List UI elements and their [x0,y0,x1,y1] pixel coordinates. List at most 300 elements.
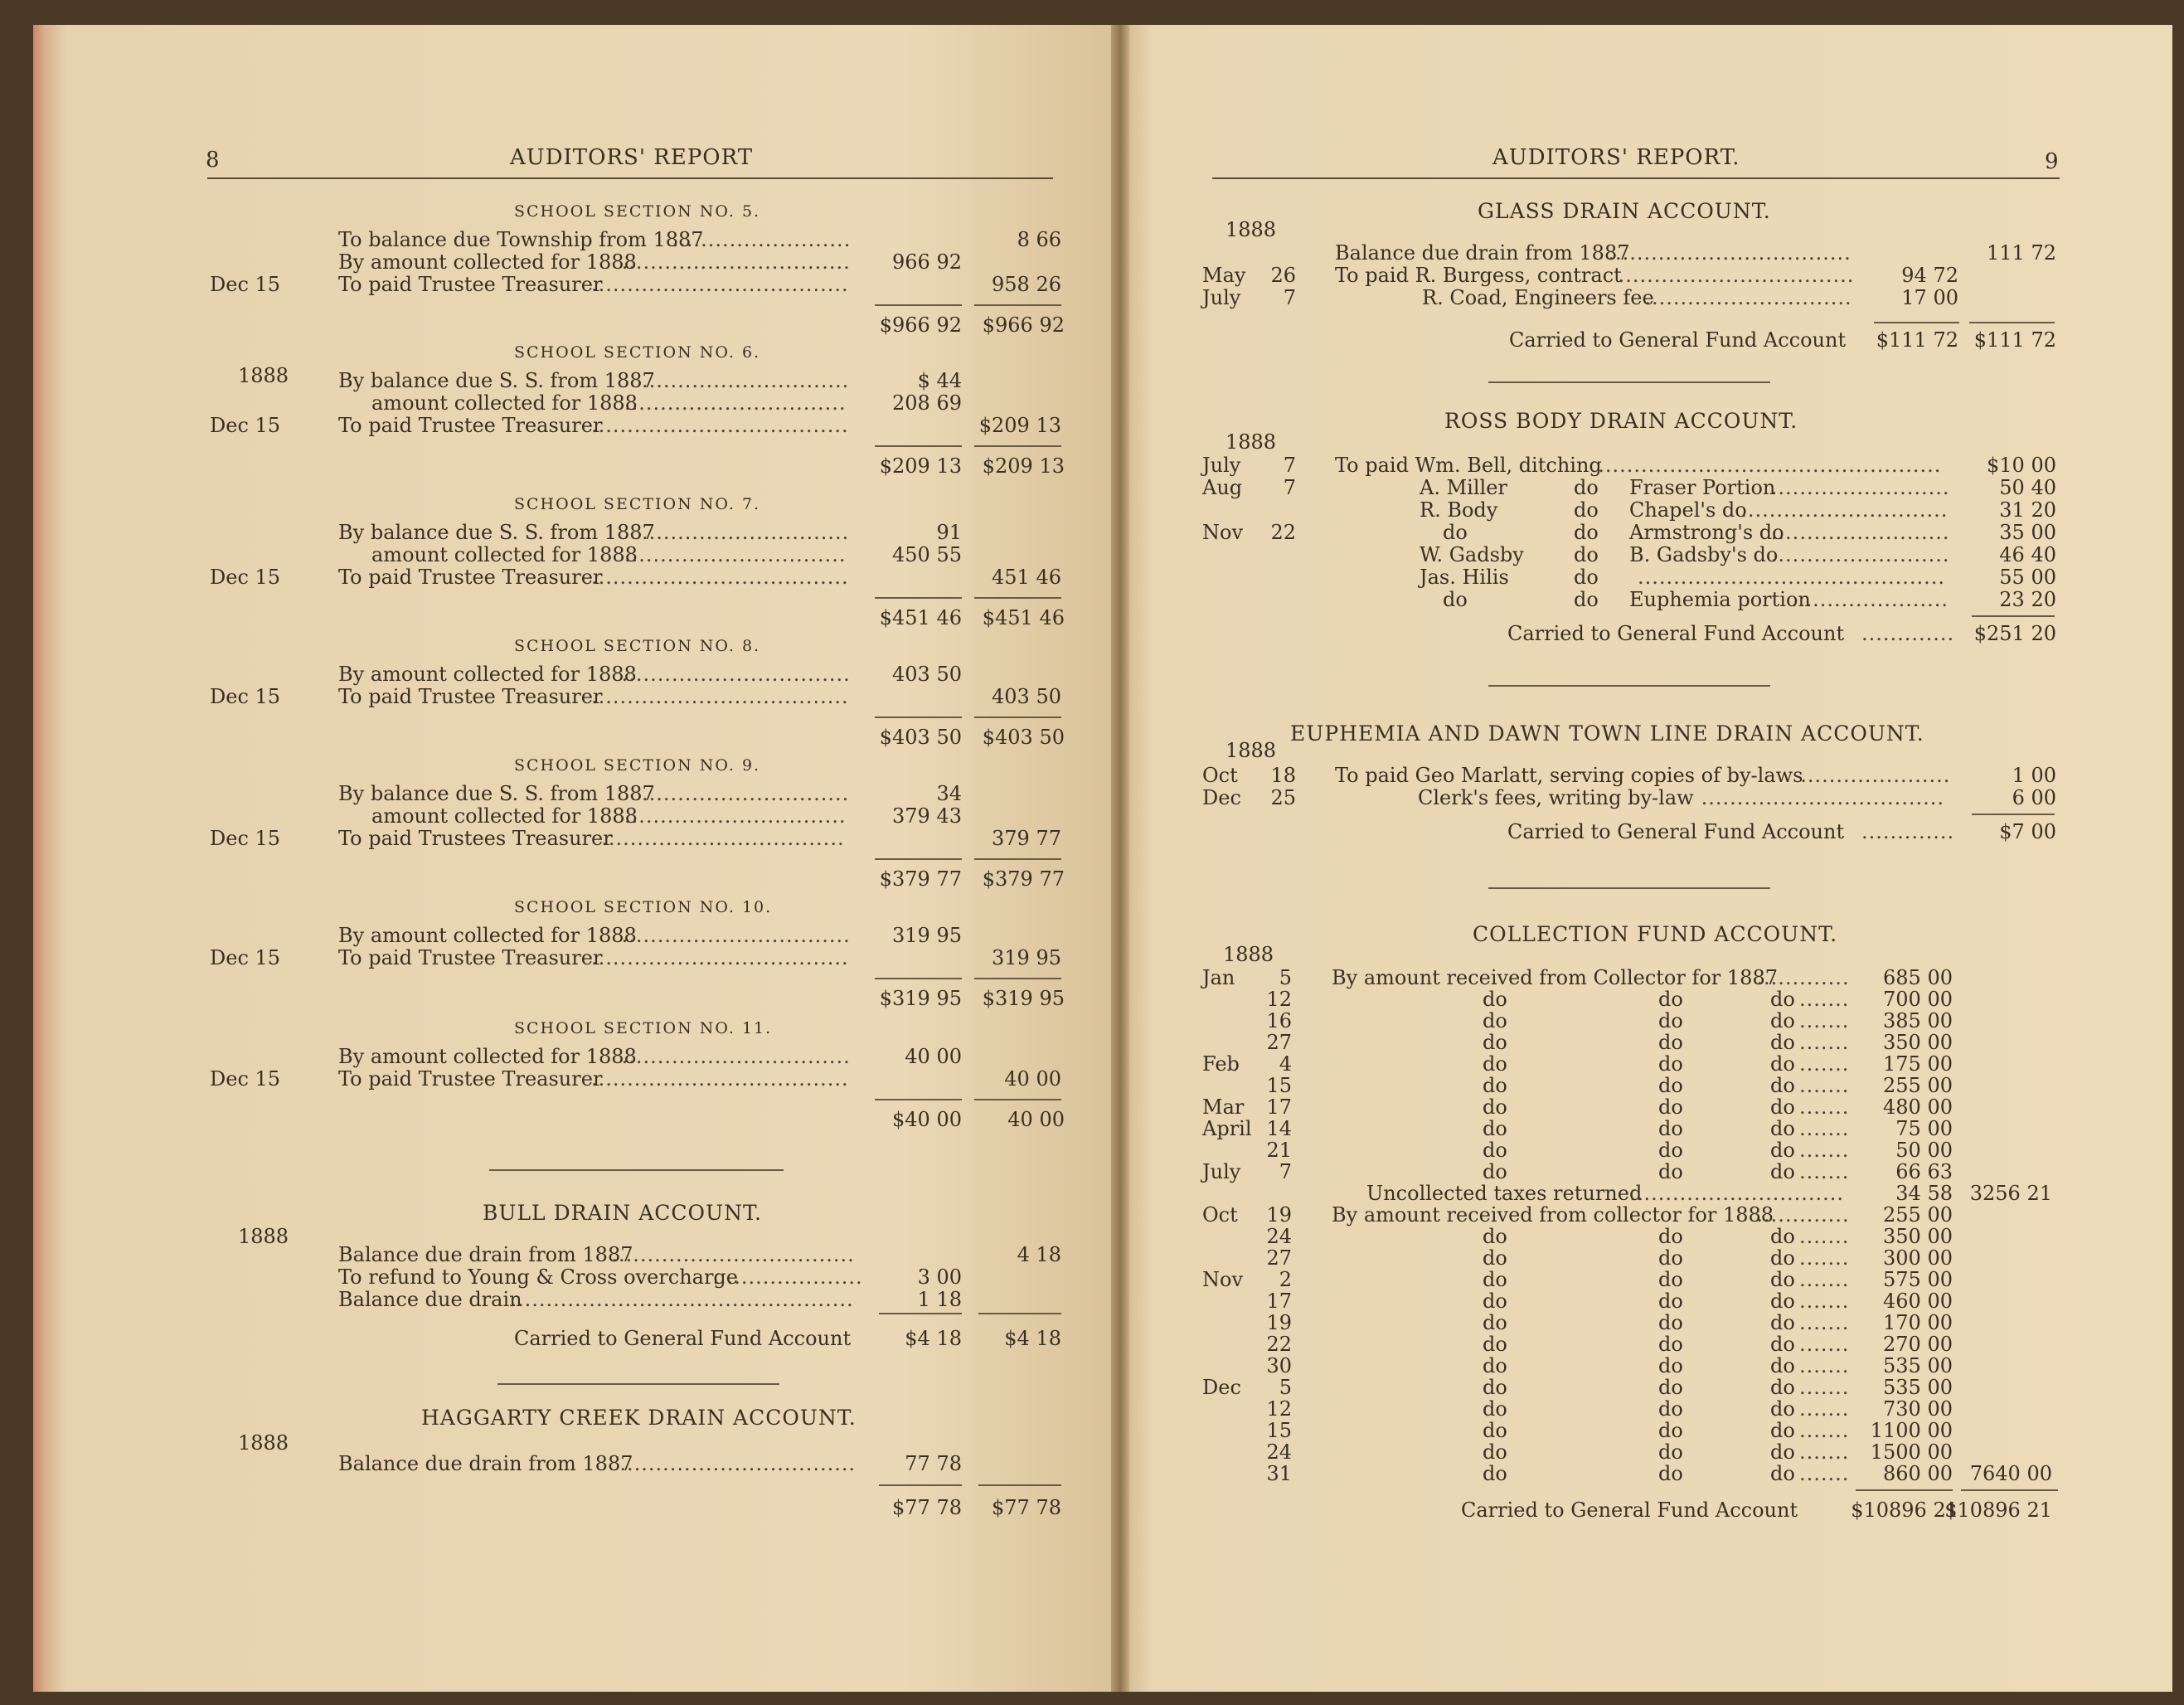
leader-dots: ............. [1756,1204,1850,1227]
right-header-rule [1212,177,2060,179]
leader-dots: .................................. [1701,787,1944,809]
collection-ditto: do [1770,1354,1795,1377]
collection-amount: 1500 00 [1870,1440,1953,1464]
glass-drain-year: 1888 [1225,218,1277,241]
collection-amount: 300 00 [1883,1246,1953,1270]
amount-col-1: 40 00 [905,1045,962,1068]
entry-day: 15 [1266,1074,1292,1097]
leader-dots: .................................... [591,274,849,296]
section-separator [1488,887,1770,889]
entry-month: April [1202,1117,1252,1140]
leader-dots: ......................... [672,229,852,251]
entry-month: July [1202,286,1241,309]
collection-amount: 66 63 [1895,1160,1953,1183]
collection-ditto: do [1483,1160,1507,1183]
collection-amount: 480 00 [1883,1095,1953,1119]
collection-ditto: do [1483,1268,1507,1291]
collection-amount: 685 00 [1883,966,1953,989]
ross-amount: 23 20 [1999,588,2056,611]
leader-dots: ............. [1861,623,1955,645]
subtotal-rule [875,1099,962,1100]
collection-ditto: do [1770,1095,1795,1119]
leader-dots: ....... [1799,989,1850,1011]
collection-ditto: do [1770,1397,1795,1421]
entry-description: By amount collected for 1888 [338,1045,637,1068]
subtotal-rule [875,597,962,599]
collection-ditto: do [1483,1354,1507,1377]
entry-description: By amount collected for 1888 [338,250,637,274]
euphemia-amount: 6 00 [2012,786,2056,809]
amount-col-1: 450 55 [892,543,962,566]
subtotal-rule [875,978,962,979]
bull-amount-col-1: 1 18 [917,1288,962,1311]
ross-portion: Fraser Portion [1629,476,1776,499]
entry-day: 7 [1283,286,1296,309]
entry-description: By amount collected for 1888 [338,663,637,686]
leader-dots: ....... [1799,1226,1850,1248]
collection-ditto: do [1483,1095,1507,1119]
collection-ditto: do [1658,1290,1683,1313]
entry-month: July [1202,454,1241,477]
glass-total-col-1: $111 72 [1876,328,1958,352]
collection-amount: 860 00 [1883,1462,1953,1485]
ross-amount: $10 00 [1987,454,2056,477]
amount-col-1: 91 [936,521,962,544]
collection-ditto: do [1483,1074,1507,1097]
collection-ditto: do [1658,1311,1683,1334]
subtotal-rule [1961,1489,2058,1491]
amount-col-1: 966 92 [892,250,962,274]
section-year: 1888 [238,364,289,387]
entry-day: 7 [1283,476,1296,499]
collection-ditto: do [1483,1031,1507,1054]
total-col-2: $451 46 [982,606,1065,629]
leader-dots: ............................... [624,544,847,566]
leader-dots: ............................... [624,805,847,828]
collection-amount: 535 00 [1883,1354,1953,1377]
collection-ditto: do [1770,1160,1795,1183]
haggarty-total-col-2: $77 78 [992,1496,1061,1519]
ross-amount: 35 00 [1999,521,2056,544]
amount-col-2: 403 50 [992,685,1061,708]
ross-total: $251 20 [1973,622,2056,645]
school-section-title: SCHOOL SECTION NO. 10. [514,898,773,916]
leader-dots: ......................... [1770,477,1950,499]
ross-drain-year: 1888 [1225,430,1277,454]
collection-entry-description: Uncollected taxes returned [1366,1182,1643,1205]
collection-ditto: do [1770,1052,1795,1076]
leader-dots: .................................. [611,1244,855,1266]
collection-ditto: do [1770,1311,1795,1334]
leader-dots: ....... [1799,1032,1850,1054]
bull-entry-description: To refund to Young & Cross overcharge [338,1265,738,1289]
leader-dots: ....... [1799,1053,1850,1076]
entry-month: Oct [1202,764,1238,787]
entry-day: 5 [1279,1376,1292,1399]
total-col-1: $319 95 [879,987,962,1010]
leader-dots: ................................................ [510,1289,854,1311]
collection-ditto: do [1770,1440,1795,1464]
entry-day: 22 [1266,1333,1292,1356]
collection-ditto: do [1483,1139,1507,1162]
entry-description: To paid Trustee Treasurer [338,566,603,589]
entry-day: 18 [1270,764,1296,787]
total-col-2: $209 13 [982,454,1065,478]
entry-day: 19 [1266,1203,1292,1227]
section-separator [1488,381,1770,383]
collection-ditto: do [1658,1074,1683,1097]
collection-amount: 255 00 [1883,1074,1953,1097]
subtotal-rule [974,978,1061,979]
haggarty-amount-col-1: 77 78 [905,1452,962,1475]
subtotal-rule [974,1099,1061,1100]
euphemia-entry-description: Clerk's fees, writing by-law [1418,786,1694,809]
leader-dots: ................................. [619,1453,857,1475]
ross-amount: 46 40 [1999,543,2056,566]
ross-drain-title: ROSS BODY DRAIN ACCOUNT. [1444,409,1798,433]
entry-month: Oct [1202,1203,1238,1227]
amount-col-1: 319 95 [892,924,962,947]
entry-month: Mar [1202,1095,1245,1119]
entry-day: 26 [1270,264,1296,287]
collection-fund-year: 1888 [1223,943,1274,966]
ross-amount: 55 00 [1999,566,2056,589]
book-gutter [1111,25,1129,1692]
ross-ditto: do [1574,498,1599,522]
collection-ditto: do [1770,1376,1795,1399]
entry-month: Nov [1202,1268,1244,1291]
leader-dots: ....... [1799,1161,1850,1183]
leader-dots: ....... [1799,1118,1850,1140]
entry-day: 2 [1279,1268,1292,1291]
leader-dots: ............................. [642,522,850,544]
leader-dots: ............................. [1740,499,1949,522]
collection-ditto: do [1658,1268,1683,1291]
collection-ditto: do [1483,1246,1507,1270]
entry-month: Aug [1202,476,1243,499]
right-page-number: 9 [2045,149,2060,174]
entry-date: Dec 15 [210,827,281,850]
collection-ditto: do [1658,1376,1683,1399]
leader-dots: ................................. [1618,265,1855,287]
collection-ditto: do [1658,1354,1683,1377]
collection-ditto: do [1770,1462,1795,1485]
entry-description: amount collected for 1888 [371,804,638,828]
glass-total-col-2: $111 72 [1973,328,2056,352]
ross-portion: B. Gadsby's do [1629,543,1779,566]
entry-day: 4 [1279,1052,1292,1076]
collection-ditto: do [1483,1117,1507,1140]
leader-dots: ....... [1799,1290,1850,1313]
entry-date: Dec 15 [210,566,281,589]
entry-day: 24 [1266,1225,1292,1248]
bull-entry-description: Balance due drain from 1887 [338,1243,633,1266]
collection-ditto: do [1658,1397,1683,1421]
amount-col-1: 379 43 [892,804,962,828]
amount-col-2: 319 95 [992,946,1061,969]
entry-month: Dec [1202,1376,1241,1399]
ross-amount: 31 20 [1999,498,2056,522]
leader-dots: ................................ [621,251,851,274]
ross-ditto: do [1574,566,1599,589]
ross-portion: Chapel's do [1629,498,1747,522]
leader-dots: .................................. [1608,242,1852,265]
collection-ditto: do [1483,1009,1507,1032]
leader-dots: ................................ [621,1046,851,1068]
entry-day: 22 [1270,521,1296,544]
total-col-2: $319 95 [982,987,1065,1010]
collection-amount: 350 00 [1883,1031,1953,1054]
ross-ditto: do [1574,588,1599,611]
entry-day: 7 [1279,1160,1292,1183]
entry-day: 7 [1283,454,1296,477]
collection-ditto: do [1770,1074,1795,1097]
bull-carried-label: Carried to General Fund Account [514,1327,852,1350]
collection-ditto: do [1658,1117,1683,1140]
bull-drain-year: 1888 [238,1225,289,1248]
collection-ditto: do [1483,1397,1507,1421]
entry-description: To paid Trustee Treasurer [338,273,603,296]
haggarty-drain-title: HAGGARTY CREEK DRAIN ACCOUNT. [421,1406,857,1430]
entry-description: By balance due S. S. from 1887 [338,782,655,805]
ross-payee: do [1443,521,1468,544]
collection-ditto: do [1658,1095,1683,1119]
left-running-head: AUDITORS' REPORT [510,145,754,170]
leader-dots: .................................... [591,947,849,969]
entry-description: amount collected for 1888 [371,391,638,415]
amount-col-2: 379 77 [992,827,1061,850]
glass-amount-col-2: 111 72 [1987,241,2056,265]
collection-ditto: do [1770,1333,1795,1356]
glass-entry-description: To paid R. Burgess, contract [1335,264,1622,287]
section-separator [489,1169,784,1171]
collection-amount: 34 58 [1895,1182,1953,1205]
school-section-title: SCHOOL SECTION NO. 9. [514,756,761,775]
school-section-title: SCHOOL SECTION NO. 7. [514,495,761,513]
amount-col-1: 34 [936,782,962,805]
subtotal-rule [974,716,1061,718]
left-page-number: 8 [206,148,221,172]
collection-amount: 255 00 [1883,1203,1953,1227]
collection-amount: 75 00 [1895,1117,1953,1140]
collection-ditto: do [1658,1462,1683,1485]
collection-amount: 170 00 [1883,1311,1953,1334]
ross-ditto: do [1574,521,1599,544]
collection-ditto: do [1658,1419,1683,1442]
leader-dots: ..................... [1800,765,1951,787]
collection-amount: 350 00 [1883,1225,1953,1248]
leader-dots: ....... [1799,1441,1850,1464]
collection-fund-title: COLLECTION FUND ACCOUNT. [1473,922,1838,946]
leader-dots: ....... [1799,1139,1850,1162]
amount-col-2: 958 26 [992,273,1061,296]
leader-dots: ................................ [621,925,851,947]
subtotal-rule [1874,322,1959,323]
entry-month: Feb [1202,1052,1240,1076]
euphemia-drain-year: 1888 [1225,739,1277,762]
leader-dots: ............................. [642,370,850,392]
leader-dots: ....... [1799,1247,1850,1270]
collection-amount: 175 00 [1883,1052,1953,1076]
collection-ditto: do [1770,1139,1795,1162]
school-section-title: SCHOOL SECTION NO. 8. [514,637,761,655]
collection-amount: 385 00 [1883,1009,1953,1032]
leader-dots: ........................................... [1638,566,1946,589]
glass-drain-title: GLASS DRAIN ACCOUNT. [1478,199,1771,223]
total-col-1: $403 50 [879,726,962,749]
leader-dots: ............................... [624,392,847,415]
euphemia-carried-label: Carried to General Fund Account [1507,820,1845,843]
collection-entry-description: By amount received from Collector for 1887 [1332,966,1778,989]
ross-portion: Euphemia portion [1629,588,1811,611]
euphemia-drain-title: EUPHEMIA AND DAWN TOWN LINE DRAIN ACCOUNT. [1290,721,1924,746]
collection-total-col-1: $10896 21 [1851,1499,1958,1522]
leader-dots: ....... [1799,1075,1850,1097]
subtotal-rule [879,1484,962,1486]
amount-col-2: 8 66 [1017,228,1061,251]
collection-ditto: do [1658,1440,1683,1464]
subtotal-rule [875,445,962,447]
ross-payee: R. Body [1420,498,1498,522]
collection-ditto: do [1658,1052,1683,1076]
entry-date: Dec 15 [210,685,281,708]
bull-total-col-2: $4 18 [1004,1327,1061,1350]
entry-day: 15 [1266,1419,1292,1442]
collection-ditto: do [1770,1009,1795,1032]
collection-ditto: do [1658,1246,1683,1270]
glass-amount-col-1: 17 00 [1901,286,1958,309]
subtotal-rule [879,1313,962,1314]
leader-dots: ............................. [1644,287,1852,309]
collection-ditto: do [1658,1333,1683,1356]
leader-dots: ...................... [1791,589,1949,611]
bull-entry-description: Balance due drain [338,1288,522,1311]
collection-ditto: do [1483,988,1507,1011]
leader-dots: ............................. [642,783,850,805]
entry-month: Jan [1202,966,1235,989]
entry-description: To paid Trustee Treasurer [338,946,603,969]
leader-dots: ....... [1799,1096,1850,1119]
collection-total-col-2: $10896 21 [1944,1499,2052,1522]
leader-dots: ....... [1799,1398,1850,1421]
collection-ditto: do [1483,1333,1507,1356]
haggarty-total-col-1: $77 78 [892,1496,962,1519]
ross-portion: Armstrong's do [1629,521,1784,544]
glass-entry-description: R. Coad, Engineers fee [1422,286,1654,309]
entry-day: 21 [1266,1139,1292,1162]
amount-col-1: $ 44 [917,369,962,392]
right-running-head: AUDITORS' REPORT. [1492,145,1740,170]
subtotal-rule [1856,1489,1953,1491]
ross-ditto: do [1574,543,1599,566]
collection-ditto: do [1770,1268,1795,1291]
collection-ditto: do [1658,1009,1683,1032]
glass-entry-description: Balance due drain from 1887 [1335,241,1630,265]
subtotal-rule [974,304,1061,306]
entry-month: Nov [1202,521,1244,544]
ross-amount: 50 40 [1999,476,2056,499]
leader-dots: ....... [1799,1463,1850,1485]
entry-description: To paid Trustees Treasurer [338,827,613,850]
entry-day: 17 [1266,1290,1292,1313]
collection-ditto: do [1770,1419,1795,1442]
collection-ditto: do [1770,1225,1795,1248]
collection-ditto: do [1483,1376,1507,1399]
leader-dots: ..................... [712,1266,863,1289]
euphemia-entry-description: To paid Geo Marlatt, serving copies of by-laws [1335,764,1803,787]
entry-day: 12 [1266,988,1292,1011]
leader-dots: ............. [1756,967,1850,989]
school-section-title: SCHOOL SECTION NO. 6. [514,343,761,362]
euphemia-total: $7 00 [1999,820,2056,843]
euphemia-amount: 1 00 [2012,764,2056,787]
collection-ditto: do [1483,1225,1507,1248]
subtotal-rule [974,445,1061,447]
collection-amount: 575 00 [1883,1268,1953,1291]
glass-amount-col-1: 94 72 [1901,264,1958,287]
leader-dots: ................................................ [1598,454,1942,477]
collection-ditto: do [1483,1290,1507,1313]
collection-amount: 535 00 [1883,1376,1953,1399]
collection-ditto: do [1658,1160,1683,1183]
ross-carried-label: Carried to General Fund Account [1507,622,1845,645]
subtotal-rule [875,858,962,860]
subtotal-rule [974,597,1061,599]
entry-day: 12 [1266,1397,1292,1421]
collection-ditto: do [1483,1419,1507,1442]
total-col-2: 40 00 [1007,1108,1065,1131]
entry-date: Dec 15 [210,946,281,969]
leader-dots: .................................... [591,686,849,708]
leader-dots: ............. [1861,821,1955,843]
entry-description: By balance due S. S. from 1887 [338,521,655,544]
collection-ditto: do [1658,1225,1683,1248]
entry-day: 30 [1266,1354,1292,1377]
section-separator [1488,685,1770,687]
total-col-1: $379 77 [879,867,962,891]
total-col-2: $379 77 [982,867,1065,891]
bull-total-col-1: $4 18 [905,1327,962,1350]
collection-ditto: do [1483,1052,1507,1076]
ross-payee: W. Gadsby [1420,543,1524,566]
subtotal-rule [1972,615,2055,617]
collection-amount: 700 00 [1883,988,1953,1011]
collection-ditto: do [1483,1462,1507,1485]
collection-ditto: do [1770,1290,1795,1313]
collection-subtotal: 7640 00 [1969,1462,2052,1485]
leader-dots: ................................ [621,663,851,686]
leader-dots: ....... [1799,1377,1850,1399]
amount-col-2: 40 00 [1004,1067,1061,1091]
entry-month: Dec [1202,786,1241,809]
bull-drain-title: BULL DRAIN ACCOUNT. [483,1201,762,1225]
amount-col-2: 451 46 [992,566,1061,589]
entry-description: To paid Trustee Treasurer [338,685,603,708]
school-section-title: SCHOOL SECTION NO. 5. [514,202,761,221]
subtotal-rule [978,1484,1061,1486]
collection-entry-description: By amount received from collector for 1888 [1332,1203,1774,1227]
entry-month: July [1202,1160,1241,1183]
entry-day: 16 [1266,1009,1292,1032]
collection-carried-label: Carried to General Fund Account [1461,1499,1798,1522]
entry-day: 24 [1266,1440,1292,1464]
entry-description: To paid Trustee Treasurer [338,414,603,437]
haggarty-drain-year: 1888 [238,1431,289,1455]
leader-dots: ....... [1799,1333,1850,1356]
subtotal-rule [875,716,962,718]
entry-month: May [1202,264,1246,287]
entry-date: Dec 15 [210,1067,281,1091]
